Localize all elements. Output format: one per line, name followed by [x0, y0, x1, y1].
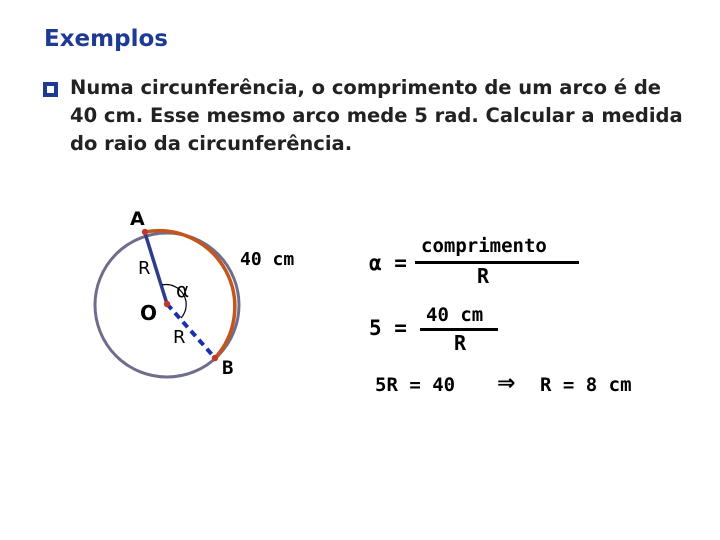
problem-statement: Numa circunferência, o comprimento de um arco é de 40 cm. Esse mesmo arco mede 5 rad. Calcular a medida do raio da circunferência.	[70, 76, 683, 155]
slide-title: Exemplos	[44, 26, 168, 52]
formula2-denominator: R	[454, 331, 467, 355]
arc-ab	[145, 231, 235, 359]
formula1-denominator: R	[477, 264, 490, 288]
formula3-left: 5R = 40	[375, 374, 456, 396]
point-b-dot	[212, 355, 218, 361]
label-center-o: O	[140, 301, 158, 325]
center-dot	[164, 301, 170, 307]
formula2-lhs: 5 =	[369, 316, 407, 340]
formula2-numerator: 40 cm	[426, 304, 484, 326]
formula3-right: R = 8 cm	[540, 374, 632, 396]
label-radius-bottom: R	[173, 327, 186, 348]
label-point-b: B	[222, 357, 234, 379]
label-angle-alpha: α	[176, 278, 190, 302]
label-point-a: A	[130, 208, 145, 230]
implies-arrow-icon: ⇒	[497, 371, 516, 396]
formula1-numerator: comprimento	[421, 235, 547, 257]
label-arc-length: 40 cm	[240, 249, 295, 270]
formula1-fraction-line	[415, 261, 579, 264]
label-radius-top: R	[138, 258, 151, 279]
formula1-lhs: α =	[369, 251, 407, 275]
